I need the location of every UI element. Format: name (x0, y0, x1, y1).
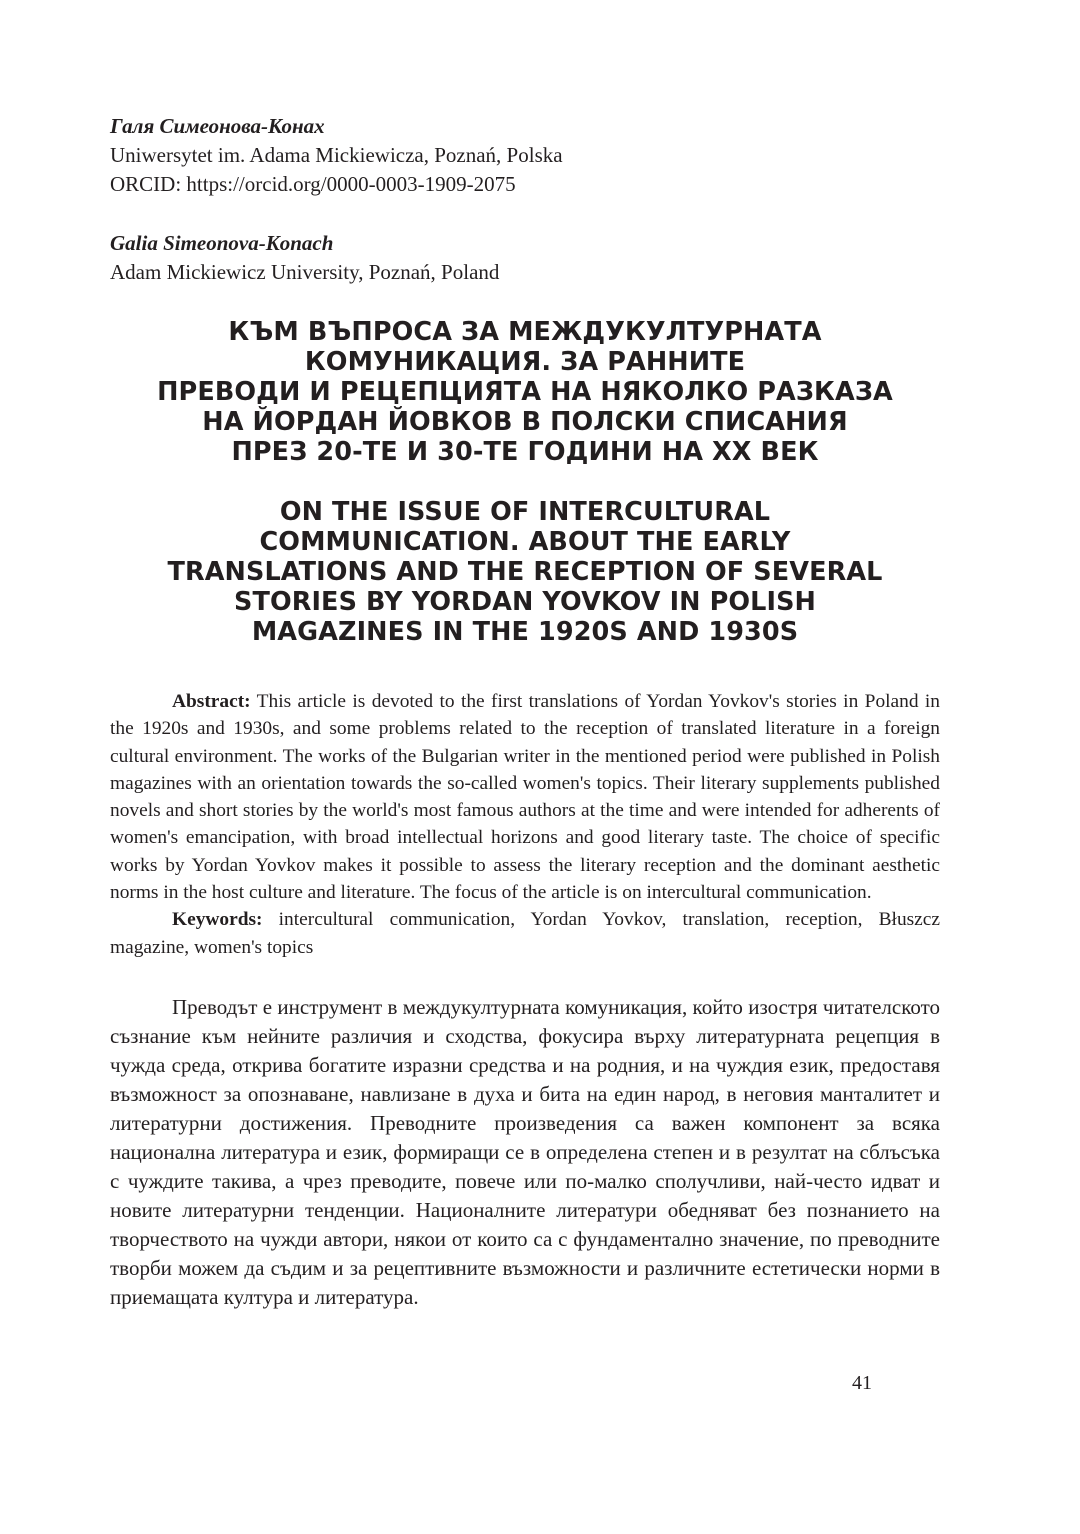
keywords-label: Keywords: (172, 909, 263, 931)
author-affiliation-bg: Uniwersytet im. Adama Mickiewicza, Poznań, Polska (110, 143, 563, 167)
page-content (110, 112, 940, 1333)
title-bg-line: ПРЕВОДИ И РЕЦЕПЦИЯТА НА НЯКОЛКО РАЗКАЗА (157, 377, 893, 407)
title-bulgarian (110, 317, 940, 467)
title-bg-line: ПРЕЗ 20-ТЕ И 30-ТЕ ГОДИНИ НА ХХ ВЕК (231, 437, 819, 467)
page-number: 41 (852, 1372, 872, 1394)
body-paragraph: Преводът е инструмент в междукултурната комуникация, който изостря читателското съзнание към нейните различия и сходства, фокусира върху литературната рецепция в чужда среда, открива богатите изразни средства и на родния, и на чуждия език, предоставя възможност за опознаване, навлизане в духа и бита на един народ, в неговия манталитет и литературни достижения. Преводните произведения са важен компонент за всяка национална литература и език, формиращи се в определена степен и в резултат на сблъсъка с чуждите такива, а чрез преводите, повече или по-малко сполучливи, най-често идват и новите литературни тенденции. Националните литератури обедняват без познанието на творчеството на чужди автори, някои от които са с фундаментално значение, по преводните творби можем да съдим и за рецептивните възможности и различните естетически норми в приемащата култура и литература. (110, 994, 940, 1309)
title-en-line: TRANSLATIONS AND THE RECEPTION OF SEVERAL (167, 557, 883, 587)
keywords-text: intercultural communication, Yordan Yovkov, translation, reception, Błuszcz magazine, women's topics (110, 909, 940, 958)
author-name-en: Galia Simeonova-Konach (110, 231, 334, 255)
author-orcid: ORCID: https://orcid.org/0000-0003-1909-2075 (110, 172, 516, 196)
author-name-bg: Галя Симеонова-Конах (110, 114, 325, 138)
keywords (110, 906, 940, 961)
title-en-line: ON THE ISSUE OF INTERCULTURAL (279, 497, 771, 527)
title-en-line: STORIES BY YORDAN YOVKOV IN POLISH (233, 587, 817, 617)
abstract-label: Abstract: (172, 691, 251, 712)
author-block-bg (110, 112, 940, 199)
title-bg-line: КОМУНИКАЦИЯ. ЗА РАННИТЕ (304, 347, 746, 377)
abstract-text: This article is devoted to the first translations of Yordan Yovkov's stories in Poland in the 1920s and 1930s, and some problems related to the reception of translated literature in a foreign cultural environment. The works of the Bulgarian writer in the mentioned period were published in Polish magazines with an orientation towards the so-called women's topics. Their literary supplements published novels and short stories by the world's most famous authors at the time and were intended for adherents of women's emancipation, with broad intellectual horizons and good literary taste. The choice of specific works by Yordan Yovkov makes it possible to assess the literary reception and the dominant aesthetic norms in the host culture and literature. The focus of the article is on intercultural communication. (110, 691, 940, 904)
abstract (110, 688, 940, 906)
title-en-line: MAGAZINES IN THE 1920S AND 1930S (251, 617, 799, 647)
title-english (110, 497, 940, 647)
title-en-line: COMMUNICATION. ABOUT THE EARLY (259, 527, 791, 557)
title-bg-line: НА ЙОРДАН ЙОВКОВ В ПОЛСКИ СПИСАНИЯ (202, 407, 848, 437)
title-bg-line: КЪМ ВЪПРОСА ЗА МЕЖДУКУЛТУРНАТА (228, 317, 822, 347)
author-affiliation-en: Adam Mickiewicz University, Poznań, Poland (110, 260, 500, 284)
author-block-en (110, 229, 940, 287)
